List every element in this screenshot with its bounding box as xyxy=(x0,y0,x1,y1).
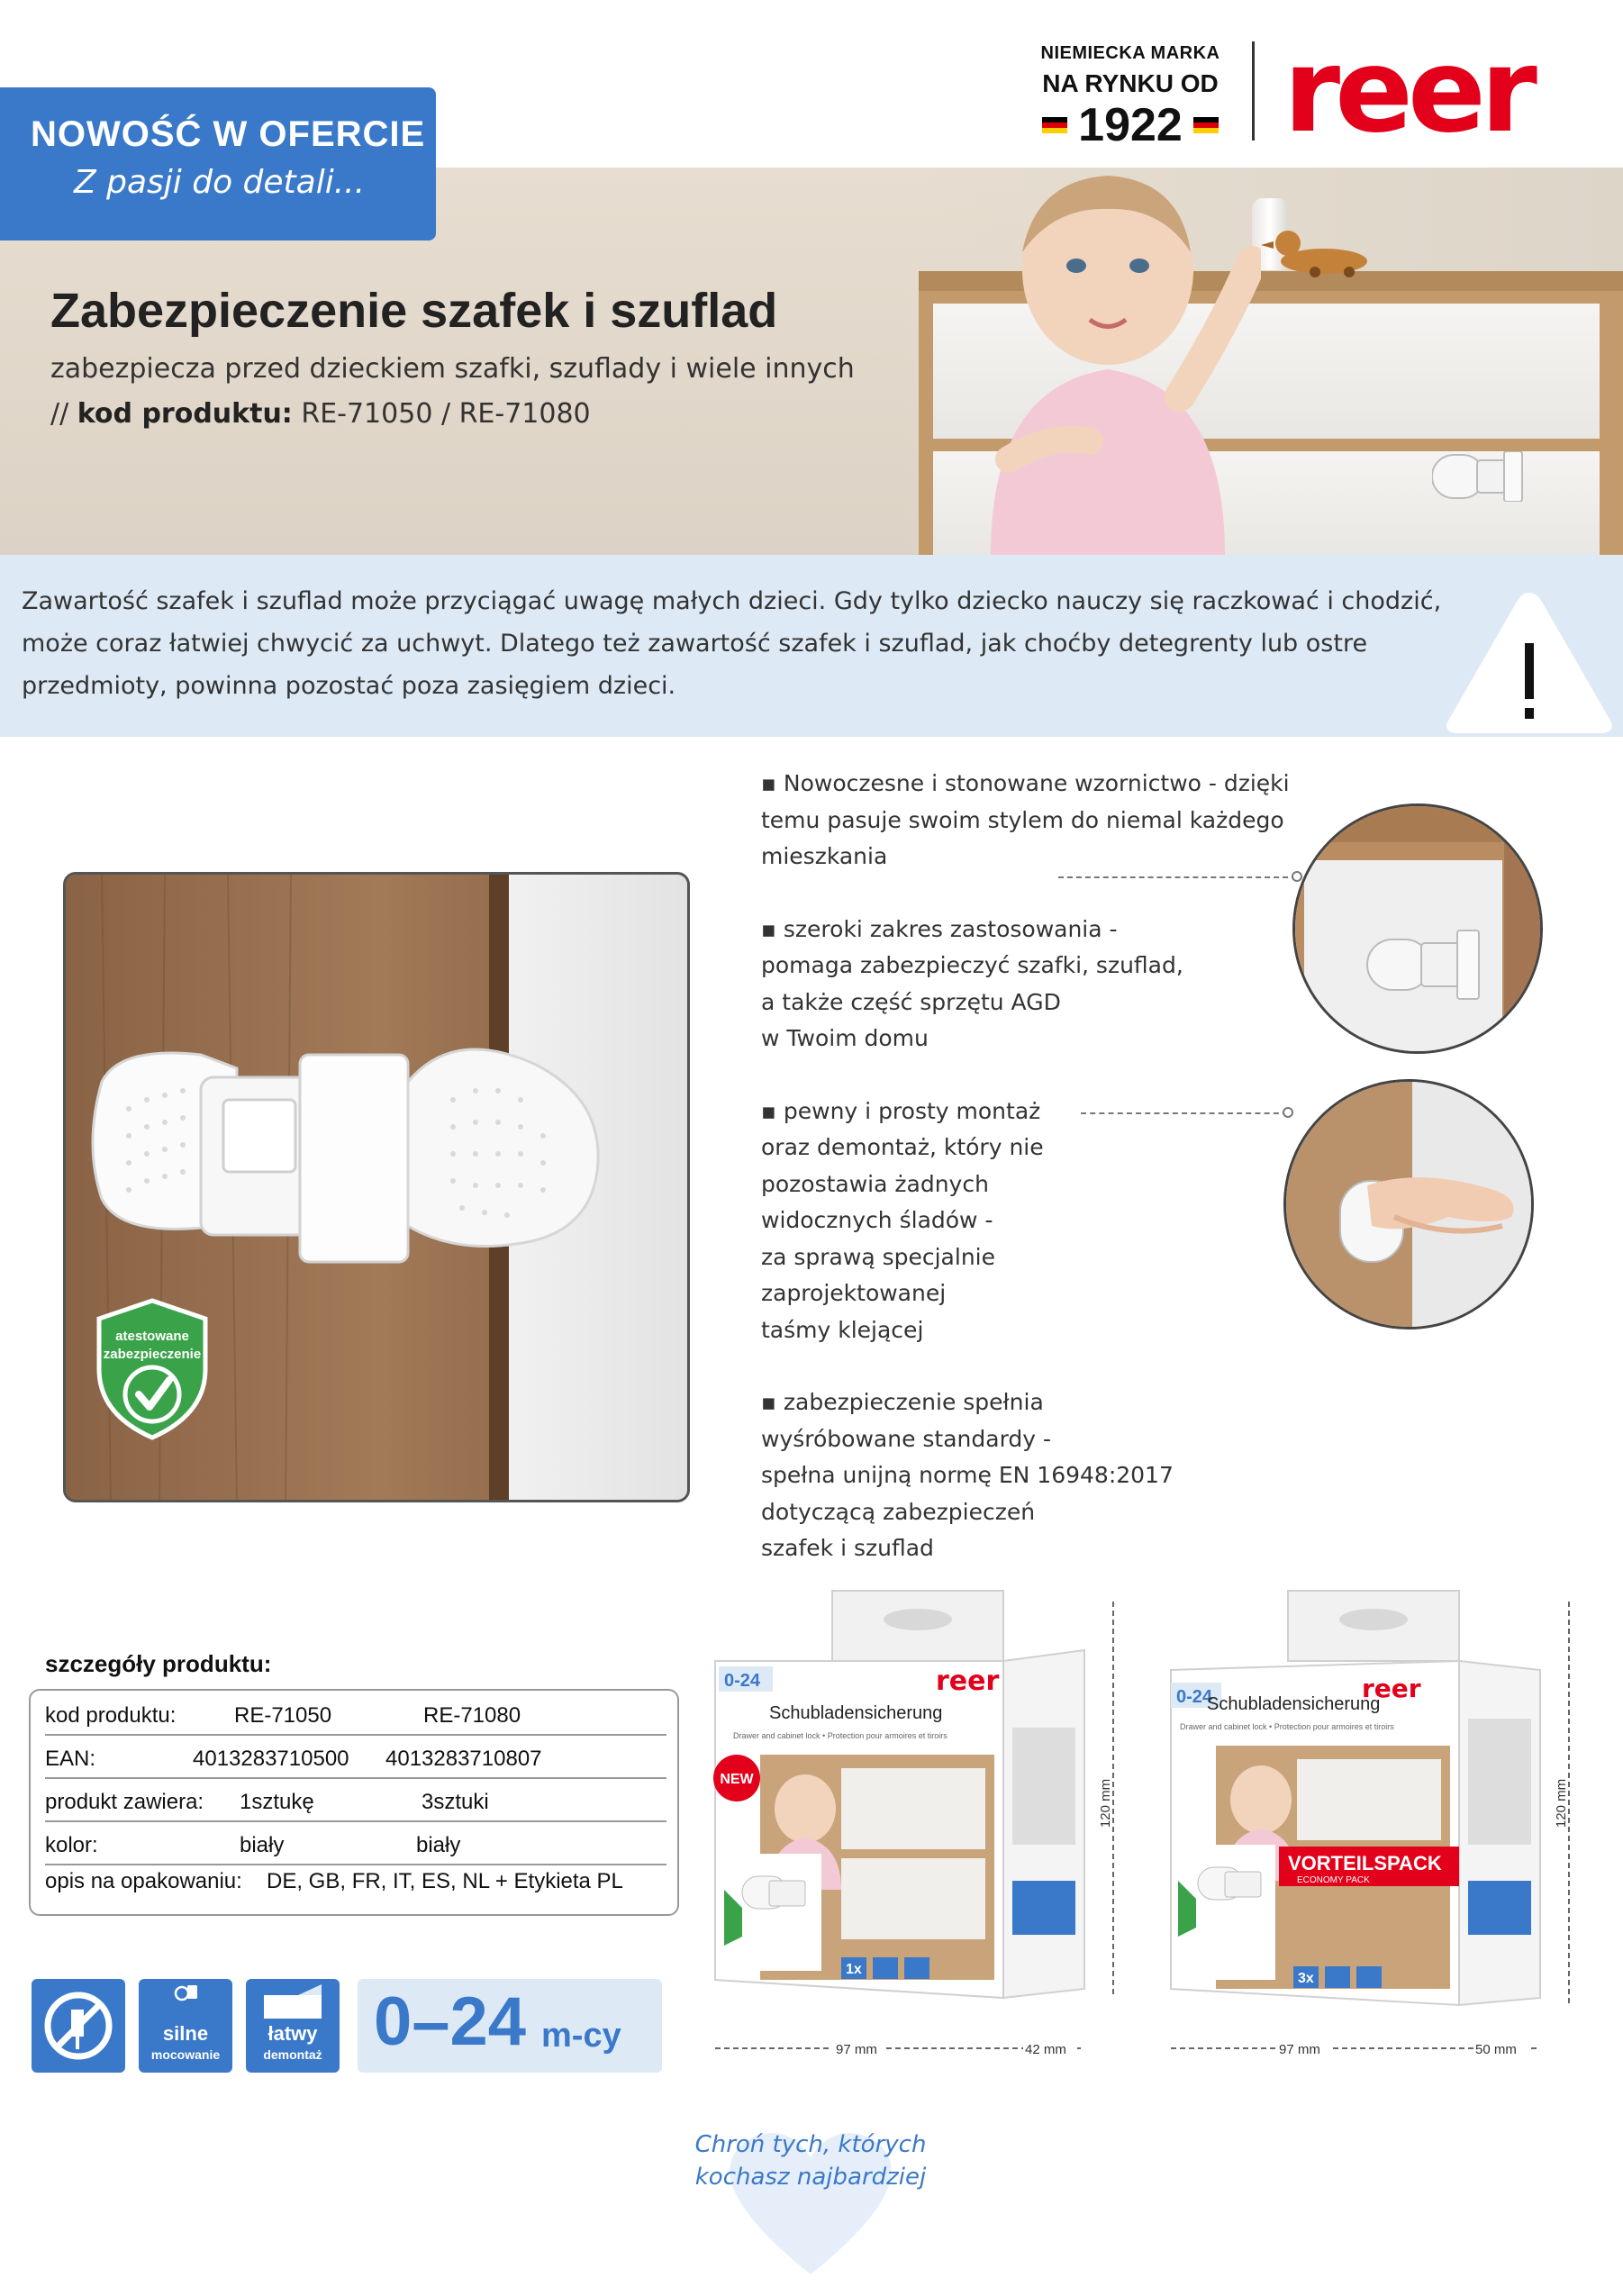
notice-text: Zawartość szafek i szuflad może przyciągać uwagę małych dzieci. Gdy tylko dziecko nauczy się raczkować i chodzić, może coraz łatwiej chwycić za uchwyt. Dlatego też zawartość szafek i szuflad, jak choćby detegrenty lub ostre przedmioty, powinna pozostać poza zasięgiem dzieci. xyxy=(22,587,1442,700)
strong-mounting-tile xyxy=(139,1979,232,2073)
brand-block xyxy=(1036,24,1594,159)
table-row xyxy=(45,1860,666,1901)
strong-mount-icon xyxy=(139,1981,232,2028)
pack-subtitle: Drawer and cabinet lock • Protection pour armoires et tiroirs xyxy=(1180,1722,1394,1731)
row-value-1: RE-71050 xyxy=(234,1703,332,1728)
no-drilling-icon xyxy=(32,1979,125,2073)
table-row xyxy=(45,1781,666,1822)
age-range: 0–24 xyxy=(374,1983,527,2060)
feature-line: za sprawą specjalnie xyxy=(761,1243,995,1270)
feature-line: zaprojektowanej xyxy=(761,1280,947,1306)
callout-dot xyxy=(1283,1107,1293,1118)
feature-line: spełna unijną normę EN 16948:2017 xyxy=(761,1462,1174,1488)
pack-title: Schubladensicherung xyxy=(769,1703,943,1723)
strong-sub-label: mocowanie xyxy=(150,2047,221,2062)
row-value-2: RE-71080 xyxy=(423,1703,521,1728)
row-value-1: DE, GB, FR, IT, ES, NL + Etykieta PL xyxy=(267,1869,623,1893)
pack-subtitle: Drawer and cabinet lock • Protection pour armoires et tiroirs xyxy=(733,1731,948,1740)
table-row xyxy=(45,1694,666,1736)
pack-brand: reer xyxy=(936,1665,1000,1697)
feature-line: widocznych śladów - xyxy=(761,1207,993,1233)
no-drilling-tile xyxy=(32,1979,125,2073)
feature-line: oraz demontaż, który nie xyxy=(761,1134,1044,1160)
feature-line: ▪ szeroki zakres zastosowania - xyxy=(761,915,1118,942)
feature-line: wyśróbowane standardy - xyxy=(761,1425,1052,1452)
brand-divider xyxy=(1252,41,1255,141)
feature-list xyxy=(761,766,1319,1603)
product-subtitle: zabezpiecza przed dzieckiem szafki, szuflady i wiele innych xyxy=(50,353,855,385)
pack-depth: 50 mm xyxy=(1475,2042,1517,2057)
heritage-line-1: NIEMIECKA MARKA xyxy=(1040,43,1220,63)
pack-age: 0-24 xyxy=(724,1671,761,1691)
feature-line: ▪ zabezpieczenie spełnia xyxy=(761,1389,1044,1415)
code-label: kod produktu: xyxy=(77,398,293,430)
pack-width: 97 mm xyxy=(1279,2042,1320,2057)
detail-image-cabinet xyxy=(1292,803,1543,1054)
row-label: produkt zawiera: xyxy=(45,1790,204,1814)
pack-height: 120 mm xyxy=(1098,1778,1113,1829)
heritage-year-value: 1922 xyxy=(1078,99,1183,151)
package-single xyxy=(706,1584,1129,2070)
details-table xyxy=(29,1689,679,1916)
slogan-line-1: Chroń tych, których xyxy=(694,2131,927,2158)
product-title: Zabezpieczenie szafek i szuflad xyxy=(50,284,778,338)
heritage-line-2: NA RYNKU OD xyxy=(1042,69,1219,97)
feature-mounting xyxy=(761,1094,1319,1349)
row-value-2: 3sztuki xyxy=(422,1790,489,1814)
feature-line: temu pasuje swoim stylem do niemal każdego xyxy=(761,806,1284,833)
code-value: RE-71050 / RE-71080 xyxy=(292,398,591,430)
table-row xyxy=(45,1738,666,1779)
german-flag-icon xyxy=(1193,117,1219,133)
pack-age: 0-24 xyxy=(1176,1687,1213,1707)
pack-count: 3x xyxy=(1298,1971,1314,1986)
pack-width: 97 mm xyxy=(836,2042,877,2057)
easy-label: łatwy xyxy=(267,2022,318,2045)
row-value-1: 4013283710500 xyxy=(193,1747,349,1771)
age-unit: m-cy xyxy=(541,2017,621,2055)
brand-heritage xyxy=(1036,43,1225,152)
badge-line-2: zabezpieczenie xyxy=(103,1347,202,1362)
feature-line: ▪ Nowoczesne i stonowane wzornictwo - dzięki xyxy=(761,770,1290,796)
package-economy xyxy=(1162,1584,1585,2070)
details-heading: szczegóły produktu: xyxy=(45,1650,272,1677)
row-value-1: biały xyxy=(240,1833,285,1857)
feature-line: a także część sprzętu AGD xyxy=(761,988,1061,1015)
slogan-line-2: kochasz najbardziej xyxy=(694,2164,927,2191)
easy-removal-tile xyxy=(246,1979,340,2073)
badge-line-1: atestowane xyxy=(115,1329,189,1344)
reer-logo: reer xyxy=(1283,24,1532,159)
feature-line: ▪ pewny i prosty montaż xyxy=(761,1097,1041,1124)
new-offer-subtitle: Z pasji do detali... xyxy=(74,164,366,201)
row-label: EAN: xyxy=(45,1747,96,1771)
strong-label: silne xyxy=(162,2022,209,2045)
feature-line: dotyczącą zabezpieczeń xyxy=(761,1498,1036,1525)
pack-height: 120 mm xyxy=(1554,1778,1569,1829)
feature-versatility xyxy=(761,912,1319,1057)
german-flag-icon xyxy=(1042,117,1067,133)
product-code-line xyxy=(50,398,591,430)
feature-design xyxy=(761,766,1319,876)
easy-sub-label: demontaż xyxy=(263,2047,322,2062)
info-notice xyxy=(0,555,1623,737)
cabinet-lock-image xyxy=(1432,451,1531,502)
row-value-2: biały xyxy=(416,1833,461,1857)
callout-dot xyxy=(1292,871,1302,882)
feature-standard xyxy=(761,1384,1319,1567)
pack-count: 1x xyxy=(846,1962,862,1977)
wooden-toy-image xyxy=(1261,223,1378,277)
row-label: kod produktu: xyxy=(45,1703,177,1728)
easy-removal-icon xyxy=(246,1981,340,2028)
new-offer-title: NOWOŚĆ W OFERCIE xyxy=(31,114,426,154)
feature-line: pomaga zabezpieczyć szafki, szuflad, xyxy=(761,952,1183,978)
child-photo xyxy=(955,144,1261,555)
pack-new-sticker: NEW xyxy=(720,1772,754,1787)
callout-line xyxy=(1081,1112,1288,1114)
pack-banner: VORTEILSPACK xyxy=(1288,1852,1442,1874)
warning-triangle-icon xyxy=(1441,585,1618,739)
age-range-badge xyxy=(358,1979,662,2073)
row-label: opis na opakowaniu: xyxy=(45,1869,242,1893)
detail-image-mounting xyxy=(1283,1079,1534,1330)
feature-line: pozostawia żadnych xyxy=(761,1170,989,1197)
row-label: kolor: xyxy=(45,1833,98,1857)
feature-line: szafek i szuflad xyxy=(761,1535,934,1561)
certified-safety-badge xyxy=(94,1297,211,1441)
pack-title: Schubladensicherung xyxy=(1207,1694,1381,1714)
callout-line xyxy=(1058,876,1297,878)
row-value-1: 1sztukę xyxy=(240,1790,314,1814)
feature-line: taśmy klejącej xyxy=(761,1316,924,1343)
new-offer-badge xyxy=(0,87,436,240)
pack-depth: 42 mm xyxy=(1025,2042,1066,2057)
row-value-2: 4013283710807 xyxy=(385,1747,542,1771)
pack-brand: reer xyxy=(1362,1674,1421,1703)
pack-banner-sub: ECONOMY PACK xyxy=(1297,1875,1370,1885)
feature-line: mieszkania xyxy=(761,843,888,869)
code-prefix: // xyxy=(50,398,77,430)
slogan xyxy=(694,2128,928,2193)
feature-line: w Twoim domu xyxy=(761,1025,929,1051)
